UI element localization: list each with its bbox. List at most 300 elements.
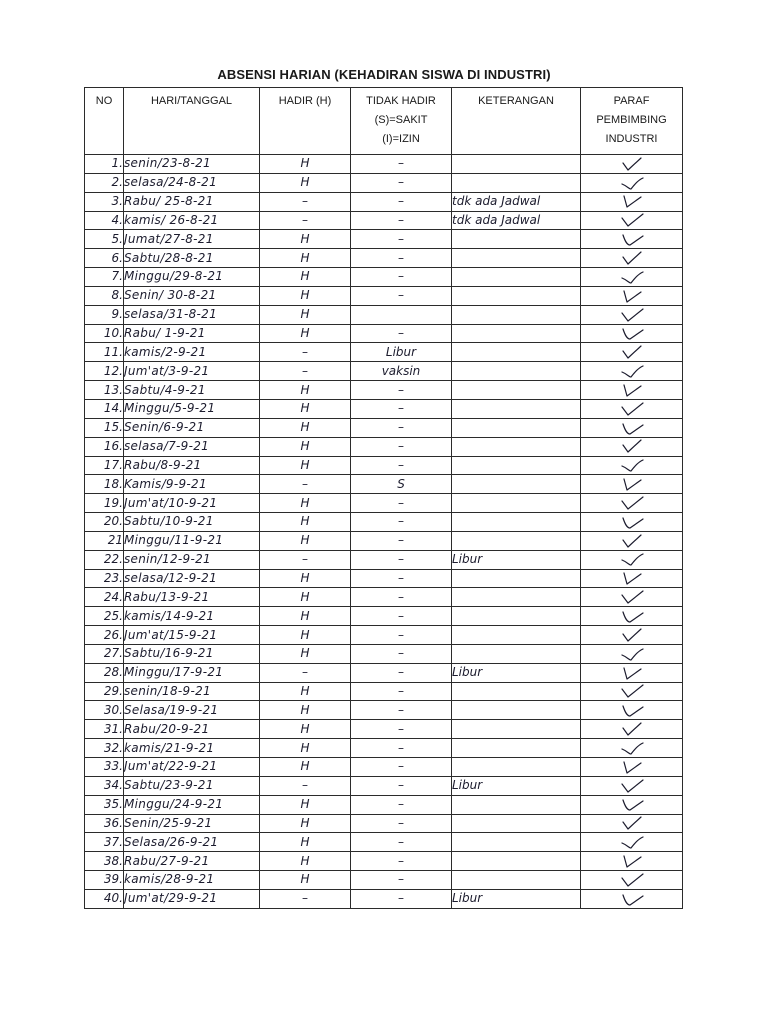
row-day-date: kamis/2-9-21 [124, 343, 260, 362]
row-day-date: senin/12-9-21 [124, 550, 260, 569]
table-row [85, 268, 683, 287]
row-tidak-hadir: – [351, 701, 452, 720]
row-tidak-hadir: – [351, 871, 452, 890]
row-hadir: H [260, 569, 351, 588]
row-keterangan: Libur [452, 550, 581, 569]
table-row [85, 814, 683, 833]
row-hadir: H [260, 324, 351, 343]
row-number: 19. [85, 494, 124, 513]
row-hadir: H [260, 833, 351, 852]
row-day-date: Minggu/11-9-21 [124, 531, 260, 550]
paraf-signature-icon [619, 590, 645, 605]
row-number: 20. [85, 513, 124, 532]
table-row [85, 701, 683, 720]
row-number: 14. [85, 399, 124, 418]
paraf-signature-icon [619, 345, 645, 360]
row-hadir: H [260, 531, 351, 550]
row-hadir: H [260, 513, 351, 532]
row-number: 30. [85, 701, 124, 720]
row-day-date: Senin/6-9-21 [124, 418, 260, 437]
table-row [85, 550, 683, 569]
row-keterangan [452, 569, 581, 588]
table-row [85, 362, 683, 381]
row-tidak-hadir [351, 305, 452, 324]
row-tidak-hadir: – [351, 324, 452, 343]
row-keterangan [452, 626, 581, 645]
row-number: 26. [85, 626, 124, 645]
table-row [85, 776, 683, 795]
paraf-signature-icon [619, 797, 645, 812]
table-row [85, 173, 683, 192]
row-tidak-hadir: – [351, 644, 452, 663]
row-tidak-hadir: – [351, 663, 452, 682]
table-row [85, 475, 683, 494]
row-number: 4. [85, 211, 124, 230]
row-hadir: – [260, 475, 351, 494]
row-day-date: Sabtu/4-9-21 [124, 381, 260, 400]
row-number: 18. [85, 475, 124, 494]
table-row [85, 513, 683, 532]
row-number: 24. [85, 588, 124, 607]
row-tidak-hadir: – [351, 192, 452, 211]
row-keterangan: Libur [452, 663, 581, 682]
row-day-date: Minggu/24-9-21 [124, 795, 260, 814]
row-number: 33. [85, 758, 124, 777]
row-day-date: selasa/7-9-21 [124, 437, 260, 456]
row-keterangan [452, 701, 581, 720]
paraf-signature-icon [619, 760, 645, 775]
row-day-date: Sabtu/28-8-21 [124, 249, 260, 268]
row-day-date: selasa/31-8-21 [124, 305, 260, 324]
row-keterangan [452, 531, 581, 550]
row-keterangan [452, 173, 581, 192]
row-tidak-hadir: – [351, 795, 452, 814]
row-paraf [581, 381, 683, 400]
row-keterangan [452, 814, 581, 833]
row-day-date: Minggu/5-9-21 [124, 399, 260, 418]
row-hadir: – [260, 550, 351, 569]
row-keterangan [452, 758, 581, 777]
row-paraf [581, 871, 683, 890]
table-row [85, 588, 683, 607]
row-number: 39. [85, 871, 124, 890]
row-tidak-hadir: – [351, 588, 452, 607]
row-number: 37. [85, 833, 124, 852]
document-title: ABSENSI HARIAN (KEHADIRAN SISWA DI INDUSTRI) [217, 67, 551, 82]
row-day-date: Jum'at/3-9-21 [124, 362, 260, 381]
row-hadir: – [260, 343, 351, 362]
row-paraf [581, 852, 683, 871]
table-row [85, 324, 683, 343]
row-paraf [581, 758, 683, 777]
row-keterangan [452, 607, 581, 626]
row-hadir: H [260, 494, 351, 513]
row-day-date: Rabu/13-9-21 [124, 588, 260, 607]
row-hadir: H [260, 588, 351, 607]
paraf-signature-icon [619, 496, 645, 511]
paraf-signature-icon [619, 609, 645, 624]
row-number: 28. [85, 663, 124, 682]
row-tidak-hadir: – [351, 569, 452, 588]
table-row [85, 531, 683, 550]
row-number: 27. [85, 644, 124, 663]
row-paraf [581, 607, 683, 626]
row-number: 32. [85, 739, 124, 758]
row-number: 15. [85, 418, 124, 437]
paraf-signature-icon [619, 722, 645, 737]
row-hadir: H [260, 682, 351, 701]
row-keterangan [452, 871, 581, 890]
paraf-signature-icon [619, 421, 645, 436]
row-day-date: Jum'at/15-9-21 [124, 626, 260, 645]
row-day-date: kamis/21-9-21 [124, 739, 260, 758]
row-number: 8. [85, 286, 124, 305]
row-day-date: Sabtu/10-9-21 [124, 513, 260, 532]
table-row [85, 399, 683, 418]
row-number: 36. [85, 814, 124, 833]
row-tidak-hadir: – [351, 833, 452, 852]
row-keterangan [452, 833, 581, 852]
row-day-date: senin/18-9-21 [124, 682, 260, 701]
row-paraf [581, 475, 683, 494]
row-keterangan [452, 305, 581, 324]
row-paraf [581, 513, 683, 532]
table-row [85, 418, 683, 437]
row-hadir: H [260, 399, 351, 418]
row-tidak-hadir: – [351, 889, 452, 908]
row-paraf [581, 362, 683, 381]
header-paraf: PARAF PEMBIMBING INDUSTRI [581, 88, 683, 155]
paraf-signature-icon [619, 194, 645, 209]
row-number: 2. [85, 173, 124, 192]
table-row [85, 795, 683, 814]
row-number: 12. [85, 362, 124, 381]
row-keterangan [452, 155, 581, 174]
table-row [85, 305, 683, 324]
row-number: 7. [85, 268, 124, 287]
paraf-signature-icon [619, 477, 645, 492]
row-day-date: selasa/12-9-21 [124, 569, 260, 588]
paraf-signature-icon [619, 835, 645, 850]
row-day-date: Sabtu/16-9-21 [124, 644, 260, 663]
row-number: 35. [85, 795, 124, 814]
row-paraf [581, 588, 683, 607]
row-number: 29. [85, 682, 124, 701]
row-keterangan [452, 494, 581, 513]
row-tidak-hadir: – [351, 230, 452, 249]
paraf-signature-icon [619, 326, 645, 341]
row-day-date: Rabu/20-9-21 [124, 720, 260, 739]
row-paraf [581, 399, 683, 418]
row-paraf [581, 155, 683, 174]
row-number: 34. [85, 776, 124, 795]
row-tidak-hadir: – [351, 776, 452, 795]
row-day-date: Rabu/ 1-9-21 [124, 324, 260, 343]
header-hari-tanggal: HARI/TANGGAL [124, 88, 260, 155]
row-tidak-hadir: – [351, 814, 452, 833]
header-tidak-hadir: TIDAK HADIR (S)=SAKIT (I)=IZIN [351, 88, 452, 155]
row-tidak-hadir: S [351, 475, 452, 494]
row-day-date: Senin/ 30-8-21 [124, 286, 260, 305]
table-row [85, 720, 683, 739]
paraf-signature-icon [619, 364, 645, 379]
row-hadir: H [260, 644, 351, 663]
row-tidak-hadir: – [351, 607, 452, 626]
row-keterangan: tdk ada Jadwal [452, 192, 581, 211]
row-keterangan [452, 644, 581, 663]
table-row [85, 437, 683, 456]
paraf-signature-icon [619, 232, 645, 247]
row-day-date: senin/23-8-21 [124, 155, 260, 174]
row-paraf [581, 192, 683, 211]
paraf-signature-icon [619, 684, 645, 699]
paraf-signature-icon [619, 402, 645, 417]
header-hadir: HADIR (H) [260, 88, 351, 155]
table-row [85, 833, 683, 852]
table-row [85, 871, 683, 890]
row-tidak-hadir: – [351, 399, 452, 418]
row-paraf [581, 682, 683, 701]
paraf-signature-icon [619, 703, 645, 718]
row-paraf [581, 776, 683, 795]
row-number: 38. [85, 852, 124, 871]
row-hadir: H [260, 305, 351, 324]
row-hadir: H [260, 230, 351, 249]
row-number: 23. [85, 569, 124, 588]
row-tidak-hadir: – [351, 852, 452, 871]
row-keterangan: Libur [452, 776, 581, 795]
row-keterangan [452, 456, 581, 475]
paraf-signature-icon [619, 308, 645, 323]
table-row [85, 381, 683, 400]
row-number: 3. [85, 192, 124, 211]
row-keterangan [452, 720, 581, 739]
row-keterangan [452, 475, 581, 494]
row-day-date: Rabu/27-9-21 [124, 852, 260, 871]
row-keterangan [452, 324, 581, 343]
table-row [85, 758, 683, 777]
row-keterangan [452, 682, 581, 701]
row-paraf [581, 550, 683, 569]
row-paraf [581, 569, 683, 588]
row-keterangan [452, 852, 581, 871]
row-day-date: Minggu/29-8-21 [124, 268, 260, 287]
paraf-signature-icon [619, 666, 645, 681]
table-row [85, 682, 683, 701]
row-tidak-hadir: Libur [351, 343, 452, 362]
row-paraf [581, 268, 683, 287]
row-hadir: H [260, 381, 351, 400]
table-row [85, 456, 683, 475]
paraf-signature-icon [619, 439, 645, 454]
table-row [85, 889, 683, 908]
row-paraf [581, 626, 683, 645]
row-tidak-hadir: – [351, 437, 452, 456]
row-keterangan [452, 362, 581, 381]
table-row [85, 663, 683, 682]
row-tidak-hadir: – [351, 513, 452, 532]
row-day-date: Rabu/8-9-21 [124, 456, 260, 475]
row-paraf [581, 814, 683, 833]
row-number: 1. [85, 155, 124, 174]
row-tidak-hadir: – [351, 720, 452, 739]
row-tidak-hadir: vaksin [351, 362, 452, 381]
row-paraf [581, 230, 683, 249]
paraf-signature-icon [619, 854, 645, 869]
paraf-signature-icon [619, 647, 645, 662]
paraf-signature-icon [619, 816, 645, 831]
row-number: 13. [85, 381, 124, 400]
row-tidak-hadir: – [351, 249, 452, 268]
row-day-date: Rabu/ 25-8-21 [124, 192, 260, 211]
row-tidak-hadir: – [351, 211, 452, 230]
paraf-signature-icon [619, 628, 645, 643]
paraf-signature-icon [619, 741, 645, 756]
row-keterangan [452, 381, 581, 400]
row-hadir: – [260, 889, 351, 908]
row-hadir: H [260, 607, 351, 626]
row-tidak-hadir: – [351, 155, 452, 174]
row-day-date: Jumat/27-8-21 [124, 230, 260, 249]
row-hadir: H [260, 758, 351, 777]
row-hadir: H [260, 814, 351, 833]
paraf-signature-icon [619, 176, 645, 191]
row-hadir: H [260, 720, 351, 739]
row-keterangan [452, 268, 581, 287]
row-tidak-hadir: – [351, 758, 452, 777]
row-number: 9. [85, 305, 124, 324]
row-paraf [581, 437, 683, 456]
row-paraf [581, 644, 683, 663]
row-tidak-hadir: – [351, 418, 452, 437]
row-tidak-hadir: – [351, 550, 452, 569]
row-number: 16. [85, 437, 124, 456]
row-paraf [581, 889, 683, 908]
row-tidak-hadir: – [351, 739, 452, 758]
row-number: 17. [85, 456, 124, 475]
row-hadir: – [260, 192, 351, 211]
row-paraf [581, 173, 683, 192]
row-keterangan [452, 513, 581, 532]
row-paraf [581, 456, 683, 475]
row-paraf [581, 211, 683, 230]
header-row [85, 88, 683, 155]
paraf-signature-icon [619, 251, 645, 266]
row-day-date: kamis/ 26-8-21 [124, 211, 260, 230]
table-row [85, 607, 683, 626]
row-keterangan: Libur [452, 889, 581, 908]
row-day-date: Senin/25-9-21 [124, 814, 260, 833]
row-number: 6. [85, 249, 124, 268]
paraf-signature-icon [619, 383, 645, 398]
table-row [85, 569, 683, 588]
row-paraf [581, 663, 683, 682]
row-tidak-hadir: – [351, 456, 452, 475]
row-tidak-hadir: – [351, 286, 452, 305]
table-row [85, 192, 683, 211]
attendance-table [84, 87, 683, 909]
row-keterangan [452, 343, 581, 362]
paraf-signature-icon [619, 157, 645, 172]
row-number: 31. [85, 720, 124, 739]
row-hadir: H [260, 418, 351, 437]
row-keterangan: tdk ada Jadwal [452, 211, 581, 230]
row-tidak-hadir: – [351, 173, 452, 192]
row-hadir: H [260, 437, 351, 456]
header-keterangan: KETERANGAN [452, 88, 581, 155]
row-paraf [581, 343, 683, 362]
header-no: NO [85, 88, 124, 155]
row-paraf [581, 795, 683, 814]
row-day-date: Kamis/9-9-21 [124, 475, 260, 494]
table-row [85, 644, 683, 663]
row-day-date: Minggu/17-9-21 [124, 663, 260, 682]
row-number: 25. [85, 607, 124, 626]
row-hadir: H [260, 155, 351, 174]
row-day-date: Jum'at/22-9-21 [124, 758, 260, 777]
paraf-signature-icon [619, 270, 645, 285]
row-paraf [581, 720, 683, 739]
row-tidak-hadir: – [351, 626, 452, 645]
row-number: 5. [85, 230, 124, 249]
row-number: 22. [85, 550, 124, 569]
row-hadir: H [260, 286, 351, 305]
row-hadir: H [260, 795, 351, 814]
row-day-date: kamis/28-9-21 [124, 871, 260, 890]
table-row [85, 249, 683, 268]
paraf-signature-icon [619, 552, 645, 567]
row-tidak-hadir: – [351, 381, 452, 400]
row-number: 11. [85, 343, 124, 362]
row-day-date: Selasa/19-9-21 [124, 701, 260, 720]
row-keterangan [452, 286, 581, 305]
row-day-date: Sabtu/23-9-21 [124, 776, 260, 795]
row-tidak-hadir: – [351, 682, 452, 701]
row-number: 10. [85, 324, 124, 343]
row-day-date: Jum'at/29-9-21 [124, 889, 260, 908]
table-row [85, 494, 683, 513]
row-tidak-hadir: – [351, 494, 452, 513]
row-hadir: H [260, 268, 351, 287]
table-row [85, 852, 683, 871]
row-keterangan [452, 795, 581, 814]
row-hadir: H [260, 249, 351, 268]
row-day-date: Selasa/26-9-21 [124, 833, 260, 852]
table-row [85, 343, 683, 362]
row-paraf [581, 286, 683, 305]
row-paraf [581, 739, 683, 758]
table-row [85, 230, 683, 249]
row-paraf [581, 418, 683, 437]
row-paraf [581, 833, 683, 852]
paraf-signature-icon [619, 892, 645, 907]
paraf-signature-icon [619, 515, 645, 530]
table-row [85, 626, 683, 645]
table-row [85, 155, 683, 174]
row-paraf [581, 531, 683, 550]
paraf-signature-icon [619, 458, 645, 473]
row-hadir: H [260, 871, 351, 890]
row-hadir: H [260, 173, 351, 192]
row-paraf [581, 305, 683, 324]
table-row [85, 286, 683, 305]
row-day-date: Jum'at/10-9-21 [124, 494, 260, 513]
row-paraf [581, 494, 683, 513]
paraf-signature-icon [619, 873, 645, 888]
row-keterangan [452, 399, 581, 418]
paraf-signature-icon [619, 779, 645, 794]
row-hadir: – [260, 211, 351, 230]
